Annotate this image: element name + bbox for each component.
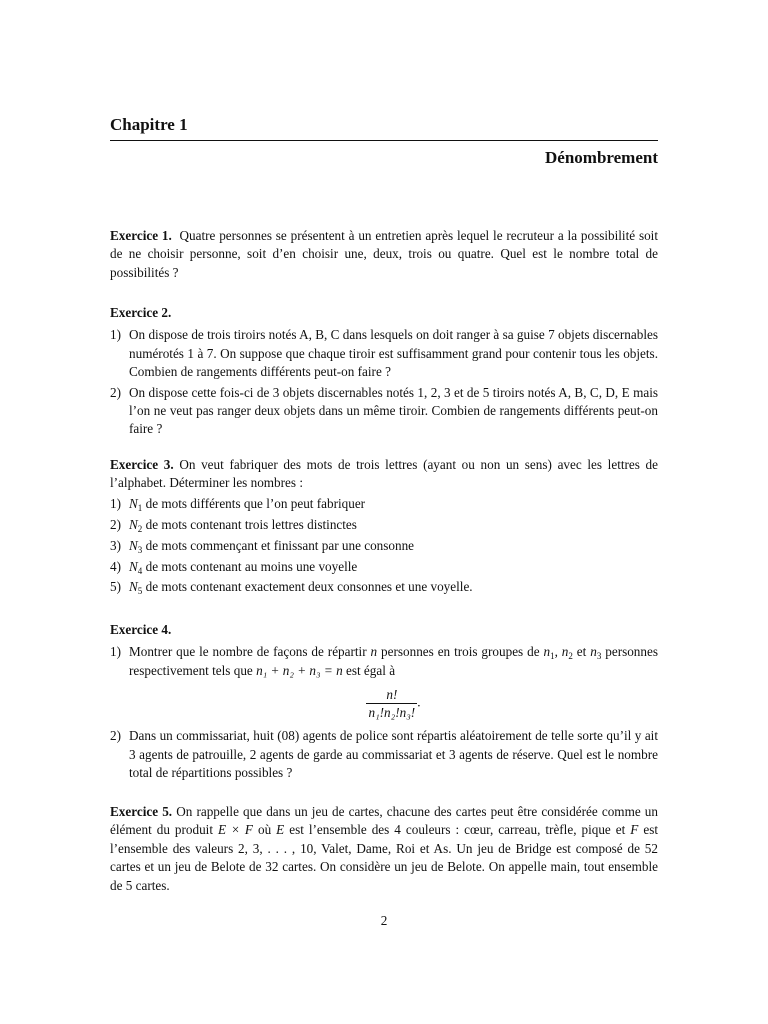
- math-expression: E × F: [218, 822, 253, 838]
- chapter-label: Chapitre 1: [110, 115, 188, 134]
- math-variable: n: [590, 644, 597, 660]
- item-text: Dans un commissariat, huit (08) agents de police sont répartis aléatoirement de telle sorte qu’il y ait 3 agents de patrouille, 2 agents de garde au commissariat et 3 agents de réserve. Quel est le nombre total de répartitions possibles ?: [129, 728, 658, 781]
- exercise-3-item: [110, 516, 658, 534]
- exercise-3-item: [110, 578, 658, 596]
- fraction-denominator: n₁!n₂!n₃!: [368, 705, 416, 721]
- item-text: personnes respectivement tels que: [129, 644, 658, 678]
- math-variable: N: [129, 537, 138, 553]
- exercise-2-heading: Exercice 2.: [110, 305, 172, 320]
- fraction-period: .: [417, 694, 421, 710]
- item-number: 2): [110, 516, 121, 532]
- exercise-3: [110, 456, 658, 597]
- math-variable: E: [276, 822, 285, 838]
- item-number: 1): [110, 327, 121, 343]
- exercise-3-text: On veut fabriquer des mots de trois lettres (ayant ou non un sens) avec les lettres de l’alphabet. Déterminer les nombres :: [110, 457, 659, 491]
- exercise-2: [110, 304, 658, 439]
- exercise-5-text: est l’ensemble des valeurs: [110, 822, 658, 856]
- item-number: 1): [110, 495, 121, 511]
- math-variable: N: [129, 579, 138, 595]
- math-subscript: 1: [137, 502, 143, 513]
- exercise-5: [110, 803, 658, 895]
- math-variable: n: [543, 644, 551, 660]
- chapter-rule: [110, 140, 658, 141]
- math-equation: n₁ + n₂ + n₃ = n: [256, 662, 343, 678]
- math-subscript: 2: [568, 651, 573, 662]
- item-number: 2): [110, 728, 121, 744]
- exercise-3-item: [110, 495, 658, 513]
- exercise-5-heading: Exercice 5.: [110, 804, 173, 819]
- item-number: 3): [110, 537, 121, 553]
- exercise-1: [110, 227, 658, 282]
- exercise-2-item-1: [110, 326, 658, 381]
- item-text: de mots contenant exactement deux consonnes et une voyelle.: [142, 579, 473, 595]
- math-variable: N: [129, 558, 138, 574]
- exercise-3-item: [110, 537, 658, 555]
- item-text: de mots commençant et finissant par une consonne: [142, 537, 415, 553]
- exercise-5-text: On rappelle que dans un jeu de cartes, chacune des cartes peut être considérée comme un élément du produit: [110, 804, 658, 838]
- chapter-title: Dénombrement: [545, 148, 658, 167]
- exercise-1-heading: Exercice 1.: [110, 228, 172, 243]
- item-text: est égal à: [342, 662, 396, 678]
- item-text: de mots contenant au moins une voyelle: [142, 558, 358, 574]
- math-subscript: 1: [550, 651, 555, 662]
- exercise-4-item-1: [110, 643, 658, 721]
- math-expression: 2, 3, . . . , 10: [238, 840, 314, 856]
- exercise-3-item: [110, 558, 658, 576]
- item-text: personnes en trois groupes de: [377, 644, 544, 660]
- math-variable: F: [630, 822, 639, 838]
- math-variable: N: [129, 516, 138, 532]
- exercise-4-heading: Exercice 4.: [110, 622, 172, 637]
- item-text: de mots différents que l’on peut fabriquer: [142, 495, 366, 511]
- math-subscript: 2: [137, 523, 143, 534]
- item-text: de mots contenant trois lettres distinctes: [142, 516, 357, 532]
- fraction: [366, 686, 417, 721]
- item-text: Montrer que le nombre de façons de répartir: [129, 644, 371, 660]
- math-subscript: 4: [137, 565, 143, 576]
- math-variable: N: [129, 495, 138, 511]
- item-text: et: [572, 644, 591, 660]
- math-subscript: 5: [137, 586, 143, 597]
- item-number: 4): [110, 558, 121, 574]
- exercise-5-text: où: [253, 822, 277, 838]
- item-number: 5): [110, 579, 121, 595]
- item-text: On dispose de trois tiroirs notés A, B, C dans lesquels on doit ranger à sa guise 7 objets discernables numérotés 1 à 7. On suppose que chaque tiroir est suffisamment grand pour contenir tous les objets. Combien de rangements différents peut-on faire ?: [129, 327, 658, 380]
- exercise-5-text: , Valet, Dame, Roi et As. Un jeu de Bridge est composé de 52 cartes et un jeu de Belote de 32 cartes. On considère un jeu de Belote. On appelle main, tout ensemble de 5 cartes.: [110, 840, 658, 893]
- item-number: 1): [110, 644, 121, 660]
- page-number: 2: [380, 913, 388, 928]
- math-variable: n: [370, 644, 378, 660]
- exercise-1-text: Quatre personnes se présentent à un entretien après lequel le recruteur a la possibilité soit de ne choisir personne, soit d’en choisir une, deux, trois ou quatre. Quel est le nombre total de possibilités ?: [110, 228, 658, 280]
- item-number: 2): [110, 384, 121, 400]
- exercise-4-item-2: [110, 727, 658, 782]
- math-variable: n: [561, 644, 569, 660]
- exercise-3-heading: Exercice 3.: [110, 457, 174, 472]
- math-subscript: 3: [596, 651, 602, 662]
- exercise-2-item-2: [110, 384, 658, 439]
- fraction-numerator: n!: [366, 686, 417, 704]
- item-text: ,: [554, 644, 562, 660]
- exercise-5-text: est l’ensemble des 4 couleurs : cœur, carreau, trèfle, pique et: [284, 822, 631, 838]
- fraction-formula: [129, 686, 658, 721]
- math-subscript: 3: [137, 544, 143, 555]
- exercise-4: [110, 621, 658, 782]
- item-text: On dispose cette fois-ci de 3 objets discernables notés 1, 2, 3 et de 5 tiroirs notés A, B, C, D, E mais l’on ne veut pas ranger deux objets dans un même tiroir. Combien de rangements différents peut-on faire ?: [129, 384, 658, 437]
